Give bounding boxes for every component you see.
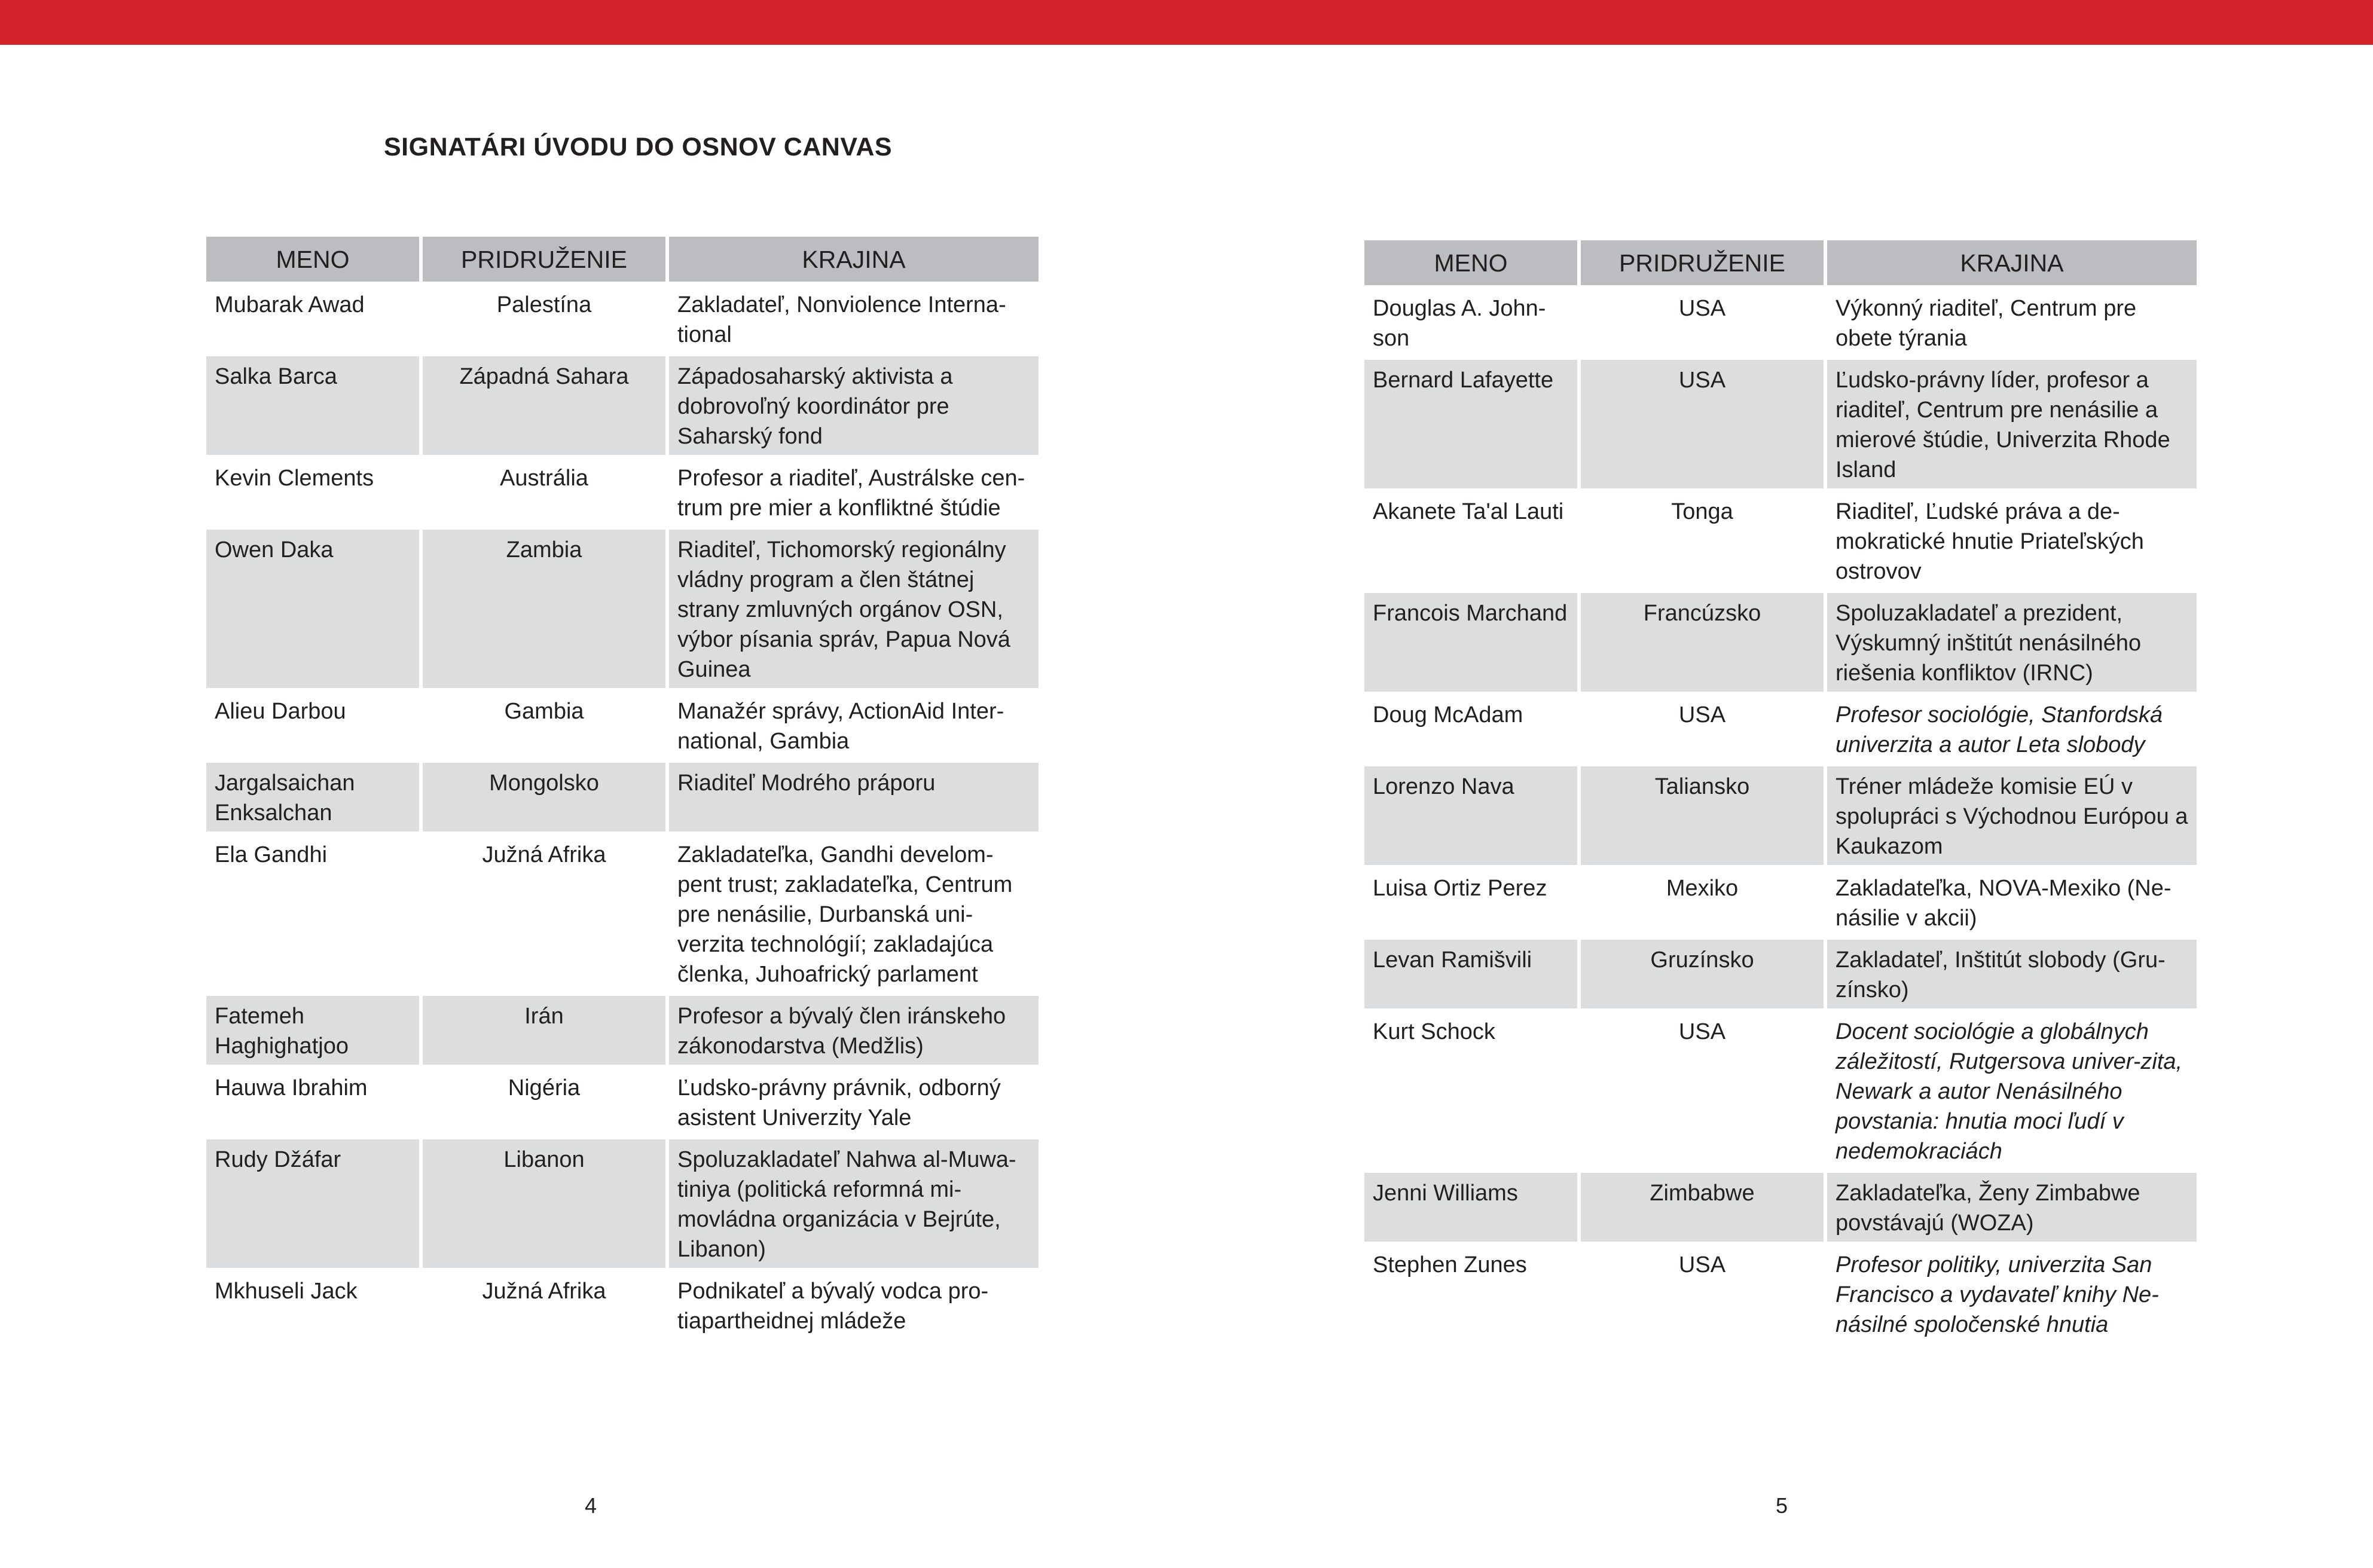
table-row <box>1364 766 2197 865</box>
cell-country: Podnikateľ a bývalý vodca pro-tiapartheidnej mládeže <box>677 1279 989 1334</box>
cell-country: Zakladateľ, Nonviolence Interna-tional <box>677 292 1006 347</box>
cell-affiliation: Libanon <box>423 1139 665 1268</box>
column-header-affiliation: PRIDRUŽENIE <box>423 237 665 282</box>
cell-name: Owen Daka <box>206 530 419 688</box>
column-header-name: MENO <box>206 237 419 282</box>
cell-affiliation: Francúzsko <box>1581 593 1824 692</box>
table-row <box>1364 491 2197 590</box>
table-row <box>1364 1245 2197 1343</box>
top-accent-bar <box>0 0 2373 45</box>
column-header-country: KRAJINA <box>1827 240 2197 285</box>
cell-name: Alieu Darbou <box>215 699 346 724</box>
cell-country: Ľudsko-právny právnik, odborný asistent Univerzity Yale <box>677 1075 1001 1130</box>
cell-affiliation: Austrália <box>500 466 588 491</box>
cell-name: Bernard Lafayette <box>1364 360 1577 488</box>
cell-country: Spoluzakladateľ a prezident, Výskumný inštitút nenásilného riešenia konfliktov (IRNC) <box>1827 593 2197 692</box>
column-header-name: MENO <box>1364 240 1577 285</box>
cell-affiliation: Tonga <box>1671 499 1733 524</box>
cell-country: Profesor sociológie, Stanfordská univerzita a autor Leta slobody <box>1836 702 2163 757</box>
table-header-row <box>1364 240 2197 285</box>
cell-name: Jenni Williams <box>1364 1173 1577 1242</box>
cell-name: Akanete Ta'al Lauti <box>1373 499 1564 524</box>
cell-affiliation: Zambia <box>423 530 665 688</box>
cell-name: Stephen Zunes <box>1373 1252 1527 1277</box>
cell-country: Riaditeľ, Ľudské práva a de-mokratické hnutie Priateľských ostrovov <box>1836 499 2144 584</box>
table-row <box>1364 695 2197 763</box>
cell-country: Profesor politiky, univerzita San Francisco a vydavateľ knihy Ne-násilné spoločenské hnutia <box>1836 1252 2159 1337</box>
cell-name: Hauwa Ibrahim <box>215 1075 368 1101</box>
table-row <box>1364 360 2197 488</box>
table-row <box>206 530 1039 688</box>
cell-name: Mkhuseli Jack <box>215 1279 358 1304</box>
table-row <box>1364 593 2197 692</box>
cell-country: Manažér správy, ActionAid Inter-national, Gambia <box>677 699 1004 754</box>
cell-name: Ela Gandhi <box>215 842 328 867</box>
cell-affiliation: Irán <box>423 996 665 1065</box>
cell-country: Západosaharský aktivista a dobrovoľný koordinátor pre Saharský fond <box>669 356 1039 455</box>
column-header-affiliation: PRIDRUŽENIE <box>1581 240 1824 285</box>
cell-name: Fatemeh Haghighatjoo <box>206 996 419 1065</box>
cell-affiliation: Mongolsko <box>423 763 665 832</box>
table-row <box>206 996 1039 1065</box>
cell-country: Docent sociológie a globálnych záležitostí, Rutgersova univer-zita, Newark a autor Nenásilného povstania: hnutia moci ľudí v nedemokraciách <box>1836 1019 2183 1164</box>
cell-country: Ľudsko-právny líder, profesor a riaditeľ, Centrum pre nenásilie a mierové štúdie, Univerzita Rhode Island <box>1827 360 2197 488</box>
cell-affiliation: Nigéria <box>508 1075 581 1101</box>
cell-country: Riaditeľ Modrého práporu <box>669 763 1039 832</box>
signatories-table-right <box>1361 237 2200 1346</box>
cell-affiliation: Mexiko <box>1666 876 1739 901</box>
cell-affiliation: Taliansko <box>1581 766 1824 865</box>
cell-country: Zakladateľ, Inštitút slobody (Gru-zínsko) <box>1827 940 2197 1008</box>
cell-country: Riaditeľ, Tichomorský regionálny vládny program a člen štátnej strany zmluvných orgánov OSN, výbor písania správ, Papua Nová Guinea <box>669 530 1039 688</box>
cell-name: Jargalsaichan Enksalchan <box>206 763 419 832</box>
table-row <box>206 285 1039 353</box>
table-row <box>1364 868 2197 937</box>
cell-affiliation: Južná Afrika <box>482 842 606 867</box>
cell-name: Kevin Clements <box>215 466 374 491</box>
cell-affiliation: USA <box>1678 702 1726 728</box>
cell-name: Lorenzo Nava <box>1364 766 1577 865</box>
cell-affiliation: Gambia <box>504 699 584 724</box>
cell-country: Profesor a riaditeľ, Austrálske cen-trum pre mier a konfliktné štúdie <box>677 466 1025 521</box>
cell-affiliation: Zimbabwe <box>1581 1173 1824 1242</box>
cell-name: Levan Ramišvili <box>1364 940 1577 1008</box>
table-row <box>206 1271 1039 1340</box>
column-header-country: KRAJINA <box>669 237 1039 282</box>
cell-name: Douglas A. John-son <box>1373 296 1546 351</box>
cell-affiliation: USA <box>1678 296 1726 321</box>
table-row <box>1364 1011 2197 1170</box>
table-row <box>206 1139 1039 1268</box>
table-row <box>206 458 1039 527</box>
cell-affiliation: USA <box>1678 1252 1726 1277</box>
table-row <box>1364 288 2197 357</box>
table-row <box>1364 940 2197 1008</box>
cell-name: Francois Marchand <box>1364 593 1577 692</box>
cell-affiliation: Západná Sahara <box>423 356 665 455</box>
cell-affiliation: Južná Afrika <box>482 1279 606 1304</box>
cell-affiliation: USA <box>1581 360 1824 488</box>
cell-country: Spoluzakladateľ Nahwa al-Muwa-tiniya (politická reformná mi-movládna organizácia v Bejrúte, Libanon) <box>669 1139 1039 1268</box>
cell-country: Zakladateľka, Gandhi develom-pent trust; zakladateľka, Centrum pre nenásilie, Durbanská uni-verzita technológií; zakladajúca členka, Juhoafrický parlament <box>677 842 1013 987</box>
table-row <box>206 691 1039 760</box>
signatories-table-left <box>203 234 1042 1343</box>
cell-affiliation: USA <box>1678 1019 1726 1044</box>
cell-name: Salka Barca <box>206 356 419 455</box>
cell-country: Profesor a bývalý člen iránskeho zákonodarstva (Medžlis) <box>669 996 1039 1065</box>
cell-name: Rudy Džáfar <box>206 1139 419 1268</box>
cell-name: Doug McAdam <box>1373 702 1523 728</box>
cell-affiliation: Gruzínsko <box>1581 940 1824 1008</box>
table-row <box>206 763 1039 832</box>
cell-country: Tréner mládeže komisie EÚ v spolupráci s Východnou Európou a Kaukazom <box>1827 766 2197 865</box>
page-number-right: 5 <box>1776 1493 1788 1518</box>
cell-name: Luisa Ortiz Perez <box>1373 876 1547 901</box>
cell-country: Výkonný riaditeľ, Centrum pre obete týrania <box>1836 296 2137 351</box>
table-row <box>206 1068 1039 1136</box>
table-row <box>206 356 1039 455</box>
cell-affiliation: Palestína <box>496 292 592 317</box>
table-row <box>206 835 1039 993</box>
table-header-row <box>206 237 1039 282</box>
cell-name: Mubarak Awad <box>215 292 365 317</box>
cell-country: Zakladateľka, NOVA-Mexiko (Ne-násilie v akcii) <box>1836 876 2172 931</box>
page-number-left: 4 <box>585 1493 597 1518</box>
page-title: SIGNATÁRI ÚVODU DO OSNOV CANVAS <box>384 133 893 161</box>
cell-country: Zakladateľka, Ženy Zimbabwe povstávajú (WOZA) <box>1827 1173 2197 1242</box>
table-row <box>1364 1173 2197 1242</box>
cell-name: Kurt Schock <box>1373 1019 1495 1044</box>
